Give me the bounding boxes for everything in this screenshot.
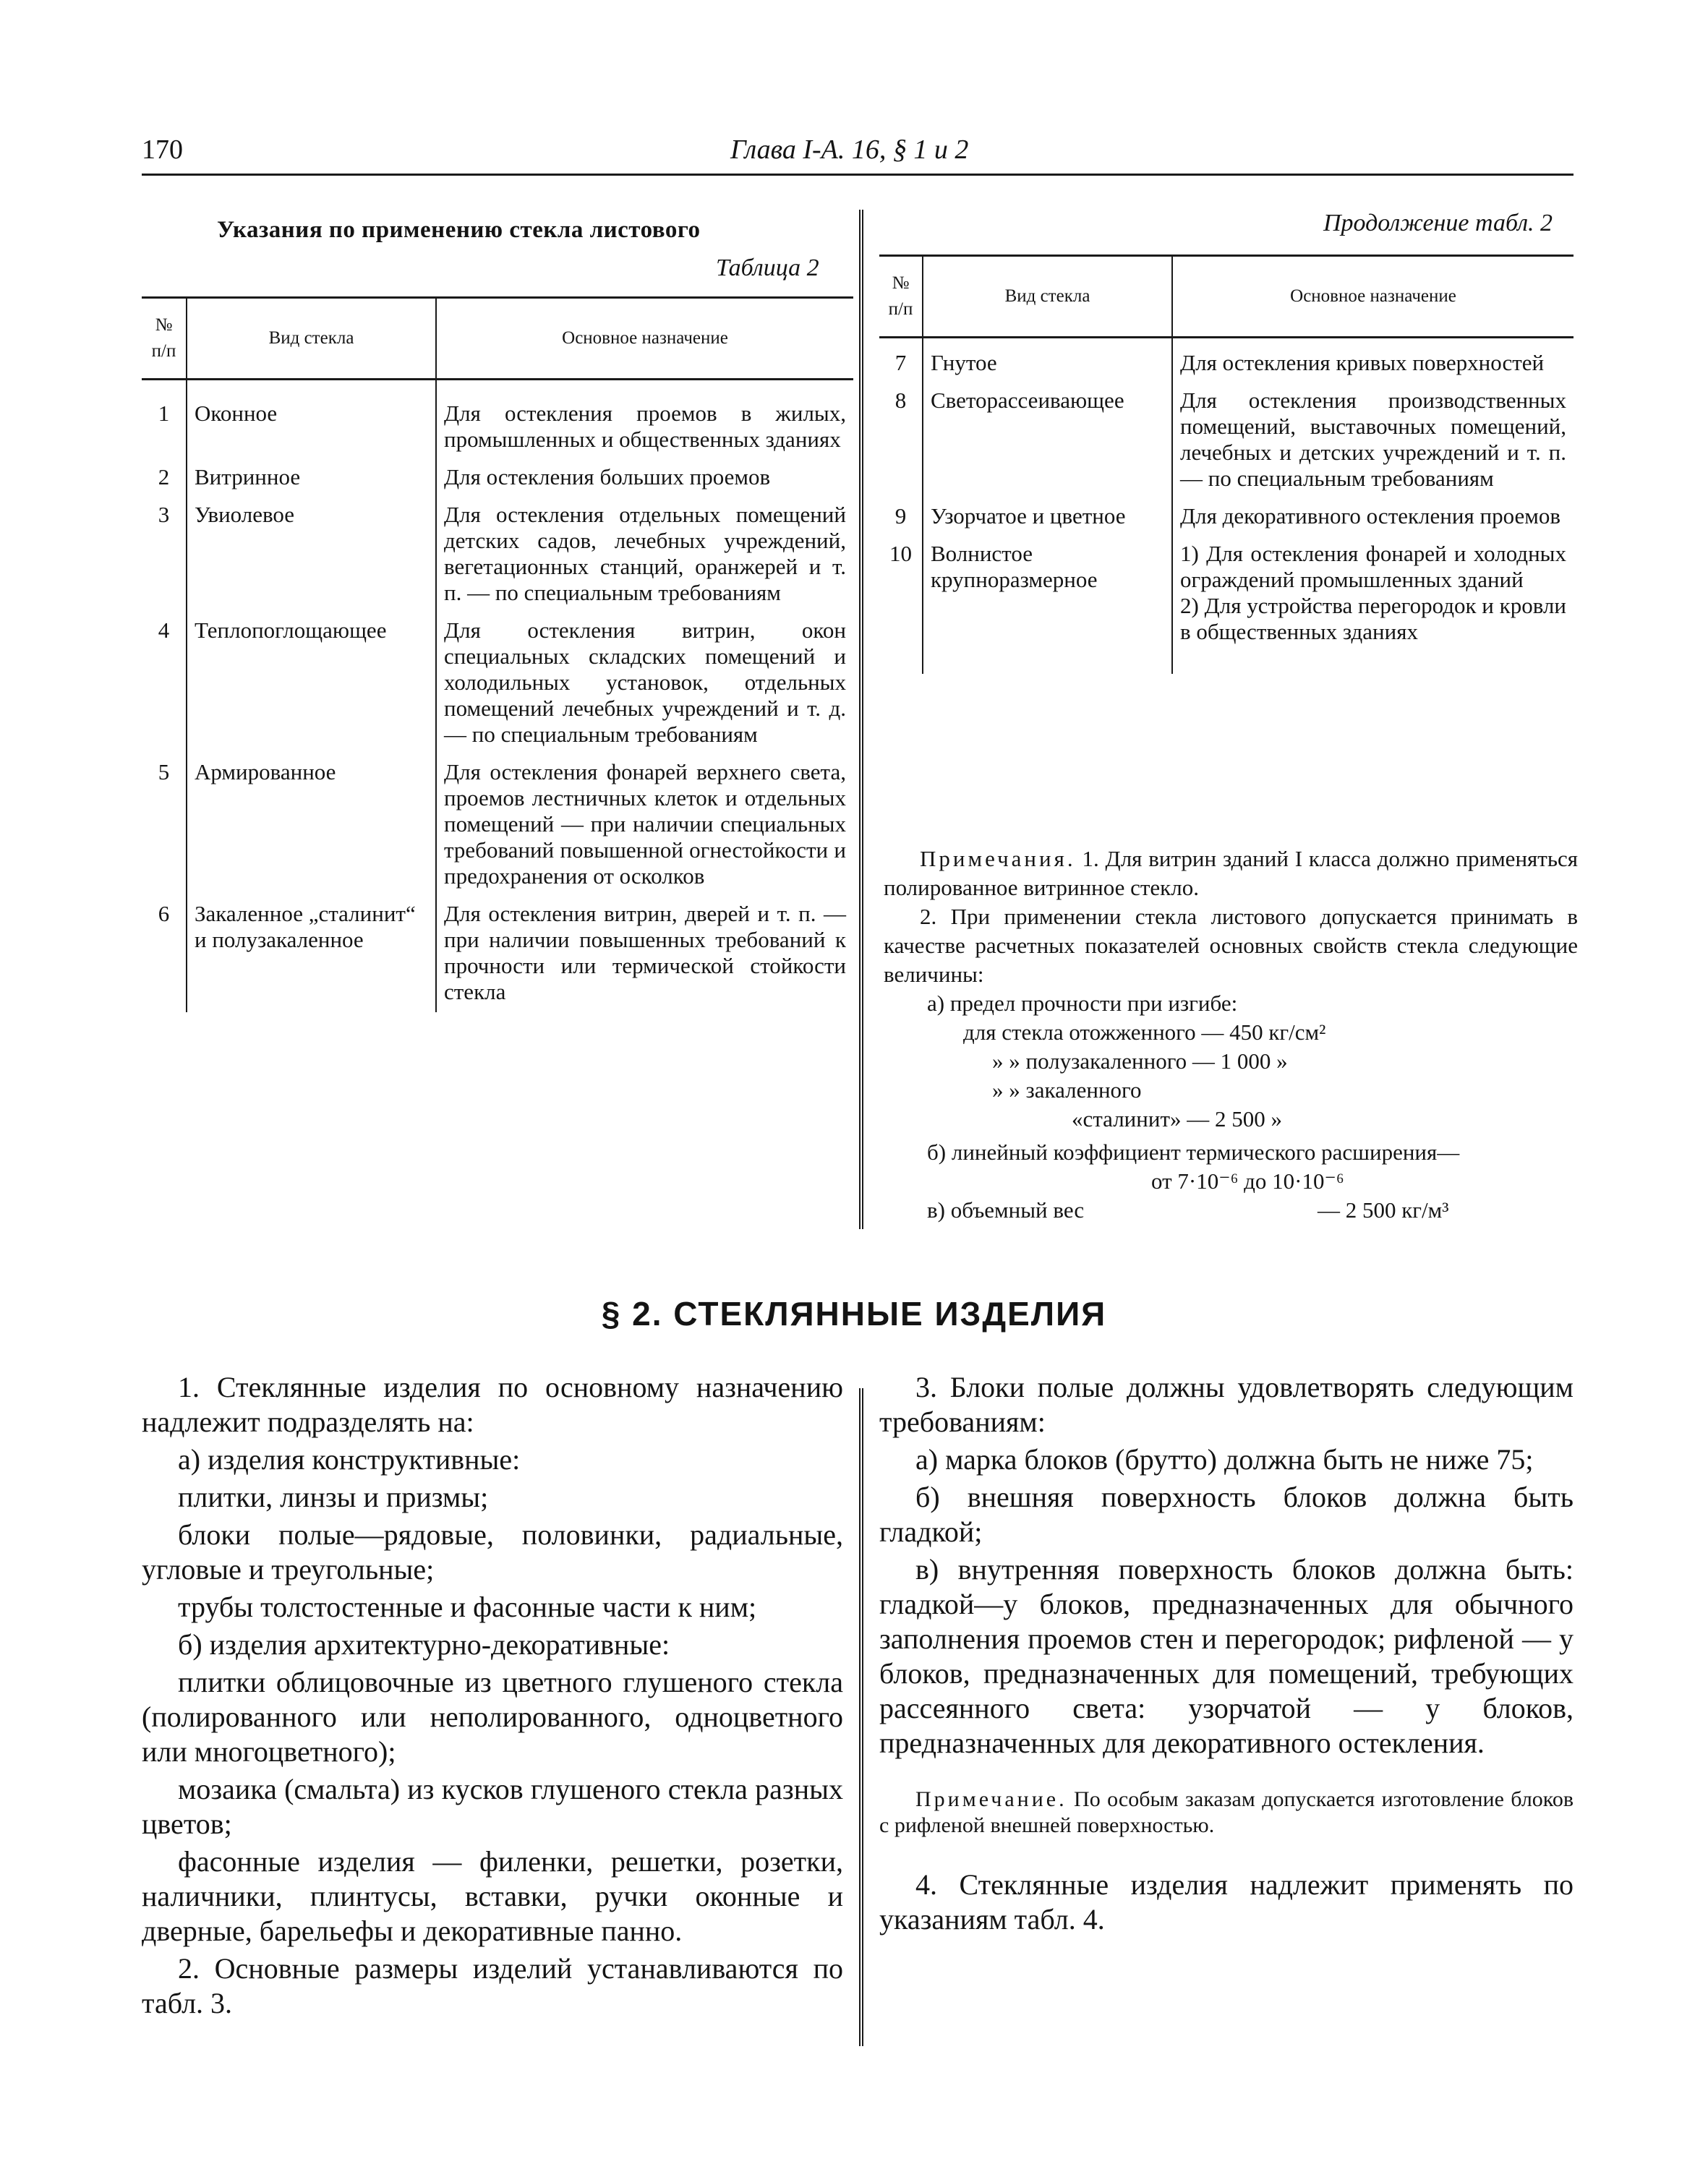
table-row bbox=[142, 897, 853, 1012]
note-a3: » » закаленного bbox=[992, 1077, 1142, 1103]
row-number: 7 bbox=[894, 350, 907, 375]
section-title: § 2. СТЕКЛЯННЫЕ ИЗДЕЛИЯ bbox=[601, 1295, 1107, 1333]
row-kind: Светорассеивающее bbox=[923, 383, 1172, 499]
row-number: 6 bbox=[158, 901, 170, 926]
row-number: 5 bbox=[158, 759, 170, 784]
note-a2: » » полузакаленного — 1 000 » bbox=[992, 1048, 1288, 1074]
paragraph: 1. Стеклянные изделия по основному назначению надлежит подразделять на: bbox=[142, 1371, 843, 1438]
paragraph: плитки облицовочные из цветного глушеного стекла (полированного или неполированного, одноцветного или многоцветного); bbox=[142, 1666, 843, 1768]
table-row bbox=[879, 536, 1574, 674]
row-kind: Гнутое bbox=[923, 338, 1172, 384]
header-rule bbox=[142, 174, 1574, 176]
paragraph: б) внешняя поверхность блоков должна быть гладкой; bbox=[879, 1481, 1574, 1548]
paragraph: фасонные изделия — филенки, решетки, розетки, наличники, плинтусы, вставки, ручки оконные и дверные, барельефы и декоративные панно. bbox=[142, 1845, 843, 1947]
table-row bbox=[879, 499, 1574, 536]
section-note-text: По особым заказам допускается изготовление блоков с рифленой внешней поверхностью. bbox=[879, 1787, 1574, 1837]
section-right-column bbox=[879, 1370, 1574, 1940]
col-header-kind: Вид стекла bbox=[923, 256, 1172, 338]
row-purpose: Для остекления больших проемов bbox=[436, 460, 853, 497]
col-header-number: № п/п bbox=[142, 298, 187, 380]
table-row bbox=[142, 755, 853, 897]
row-kind: Увиолевое bbox=[187, 497, 436, 613]
note-a4: «сталинит» — 2 500 » bbox=[1072, 1106, 1283, 1132]
section-note bbox=[879, 1787, 1574, 1839]
col-header-purpose: Основное назначение bbox=[436, 298, 853, 380]
table-row bbox=[142, 380, 853, 461]
table-header-row bbox=[879, 256, 1574, 338]
table-row bbox=[142, 460, 853, 497]
table-notes bbox=[884, 844, 1578, 1225]
col-header-kind: Вид стекла bbox=[187, 298, 436, 380]
row-purpose: Для остекления фонарей верхнего света, проемов лестничных клеток и отдельных помещений — при наличии специальных требований повышенной огнестойкости и предохранения от осколков bbox=[436, 755, 853, 897]
row-purpose: Для остекления кривых поверхностей bbox=[1172, 338, 1574, 384]
row-kind: Узорчатое и цветное bbox=[923, 499, 1172, 536]
glass-table-right bbox=[879, 255, 1574, 674]
col-header-purpose: Основное назначение bbox=[1172, 256, 1574, 338]
row-purpose: Для остекления производственных помещений, выставочных помещений, лечебных и детских учреждений и т. п. — по специальным требованиям bbox=[1172, 383, 1574, 499]
section-note-heading: Примечание. bbox=[915, 1787, 1067, 1811]
note-a1: для стекла отожженного — 450 кг/см² bbox=[963, 1019, 1326, 1045]
table-continuation-label: Продолжение табл. 2 bbox=[1323, 210, 1553, 236]
paragraph: 4. Стеклянные изделия надлежит применять по указаниям табл. 4. bbox=[879, 1868, 1574, 1936]
row-number: 9 bbox=[894, 503, 907, 529]
row-purpose: Для остекления витрин, дверей и т. п. — при наличии повышенных требований к прочности или термической стойкости стекла bbox=[436, 897, 853, 1012]
table-header-row bbox=[142, 298, 853, 380]
row-purpose: 1) Для остекления фонарей и холодных ограждений промышленных зданий bbox=[1180, 541, 1566, 592]
row-number: 10 bbox=[889, 541, 912, 566]
table-label: Таблица 2 bbox=[716, 255, 819, 281]
row-number: 1 bbox=[158, 401, 170, 426]
glass-table-left bbox=[142, 296, 853, 1012]
note-b1: от 7·10⁻⁶ до 10·10⁻⁶ bbox=[1151, 1168, 1344, 1194]
section-left-column bbox=[142, 1370, 843, 2024]
table-row bbox=[879, 338, 1574, 384]
row-purpose: Для декоративного остекления проемов bbox=[1172, 499, 1574, 536]
row-kind: Теплопоглощающее bbox=[187, 613, 436, 755]
paragraph: блоки полые—рядовые, половинки, радиальные, угловые и треугольные; bbox=[142, 1518, 843, 1586]
paragraph: 3. Блоки полые должны удовлетворять следующим требованиям: bbox=[879, 1371, 1574, 1438]
paragraph: а) марка блоков (брутто) должна быть не ниже 75; bbox=[915, 1443, 1534, 1476]
row-kind: Армированное bbox=[187, 755, 436, 897]
row-number: 3 bbox=[158, 502, 170, 527]
paragraph: плитки, линзы и призмы; bbox=[178, 1481, 489, 1513]
note-1: 1. Для витрин зданий I класса должно применяться полированное витринное стекло. bbox=[884, 846, 1578, 900]
note-c1: — 2 500 кг/м³ bbox=[1318, 1197, 1449, 1223]
note-c-row bbox=[927, 1196, 1578, 1225]
note-c: в) объемный вес bbox=[927, 1197, 1085, 1223]
note-b: б) линейный коэффициент термического расширения— bbox=[927, 1139, 1460, 1165]
column-divider-top bbox=[859, 210, 863, 1229]
table-row bbox=[142, 613, 853, 755]
table-row bbox=[142, 497, 853, 613]
row-kind: Волнистое крупноразмерное bbox=[923, 536, 1172, 674]
col-header-number: № п/п bbox=[879, 256, 923, 338]
page-number: 170 bbox=[142, 134, 183, 165]
row-purpose-cell bbox=[1172, 536, 1574, 674]
row-purpose: Для остекления витрин, окон специальных складских помещений и холодильных установок, отдельных помещений лечебных учреждений и т. д. — по специальным требованиям bbox=[436, 613, 853, 755]
row-kind: Витринное bbox=[187, 460, 436, 497]
paragraph: б) изделия архитектурно-декоративные: bbox=[178, 1628, 670, 1661]
row-kind: Оконное bbox=[187, 380, 436, 461]
notes-heading: Примечания. bbox=[920, 846, 1076, 871]
paragraph: 2. Основные размеры изделий устанавливаются по табл. 3. bbox=[142, 1952, 843, 2019]
note-2: 2. При применении стекла листового допускается принимать в качестве расчетных показателей основных свойств стекла следующие величины: bbox=[884, 904, 1578, 987]
table-title: Указания по применению стекла листового bbox=[217, 217, 701, 243]
row-purpose: Для остекления проемов в жилых, промышленных и общественных зданиях bbox=[436, 380, 853, 461]
row-purpose: Для остекления отдельных помещений детских садов, лечебных учреждений, вегетационных станций, оранжерей и т. п. — по специальным требованиям bbox=[436, 497, 853, 613]
paragraph: трубы толстостенные и фасонные части к ним; bbox=[178, 1591, 757, 1623]
paragraph: в) внутренняя поверхность блоков должна быть: гладкой—у блоков, предназначенных для обычного заполнения проемов стен и перегородок; рифленой — у блоков, предназначенных для помещений, требующих рассеянного света: узорчатой — у блоков, предназначенных для декоративного остекления. bbox=[879, 1553, 1574, 1759]
column-divider-bottom bbox=[859, 1388, 863, 2046]
chapter-header: Глава I-А. 16, § 1 и 2 bbox=[730, 134, 969, 165]
paragraph: а) изделия конструктивные: bbox=[178, 1443, 521, 1476]
row-number: 8 bbox=[894, 388, 907, 413]
row-purpose-2: 2) Для устройства перегородок и кровли в общественных зданиях bbox=[1180, 593, 1566, 644]
paragraph: мозаика (смальта) из кусков глушеного стекла разных цветов; bbox=[142, 1773, 843, 1840]
row-number: 2 bbox=[158, 464, 170, 489]
row-number: 4 bbox=[158, 617, 170, 643]
row-kind: Закаленное „сталинит“ и полузакаленное bbox=[187, 897, 436, 1012]
table-row bbox=[879, 383, 1574, 499]
note-a: а) предел прочности при изгибе: bbox=[927, 991, 1238, 1016]
